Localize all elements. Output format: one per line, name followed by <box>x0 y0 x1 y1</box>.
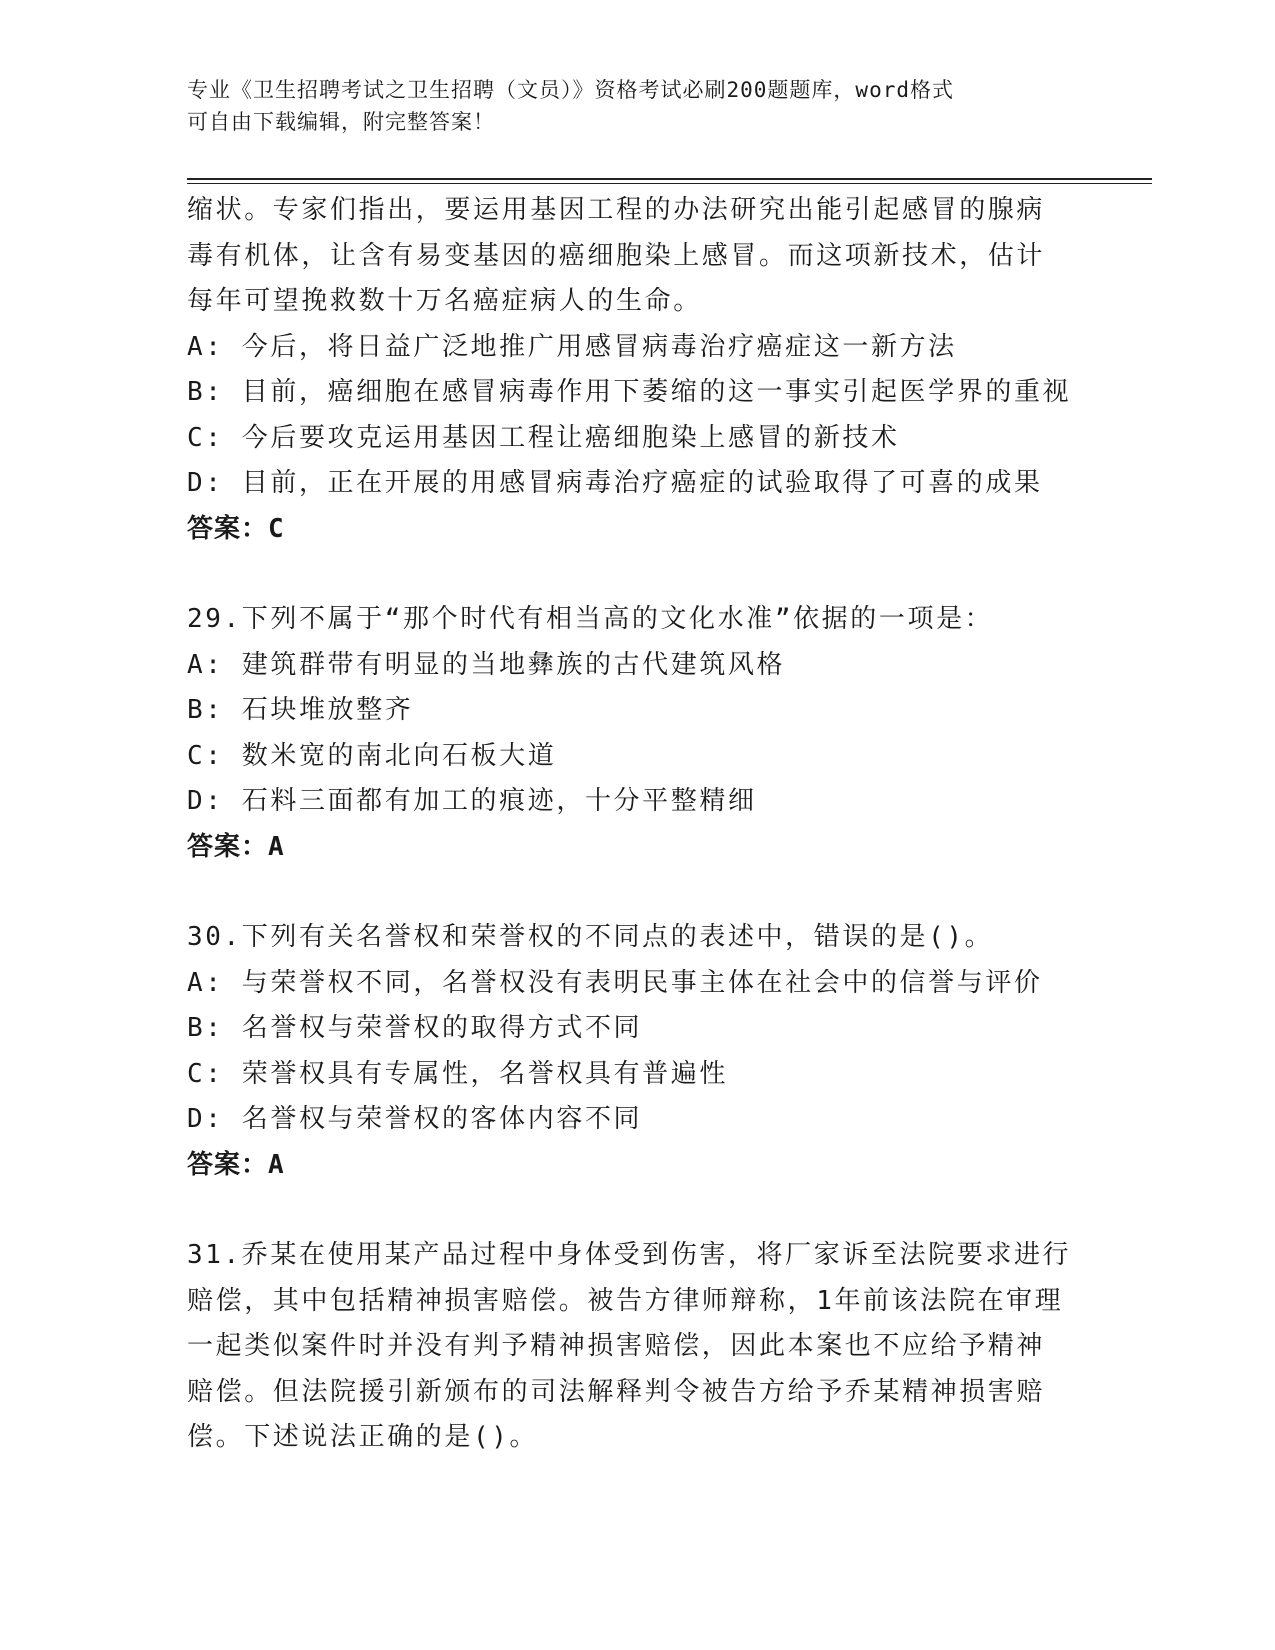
option-a: A: 今后，将日益广泛地推广用感冒病毒治疗癌症这一新方法 <box>187 331 957 362</box>
question-stem-line: 31.乔某在使用某产品过程中身体受到伤害，将厂家诉至法院要求进行 <box>187 1240 1072 1270</box>
question-29 <box>187 597 1087 870</box>
document-header <box>187 74 1067 138</box>
header-divider-thin <box>187 183 1152 184</box>
document-body <box>187 188 1087 1461</box>
header-divider-thick <box>187 178 1152 180</box>
question-stem-line: 30.下列有关名誉权和荣誉权的不同点的表述中，错误的是()。 <box>187 922 994 952</box>
header-line-2: 可自由下载编辑，附完整答案！ <box>187 110 495 134</box>
question-30 <box>187 915 1087 1188</box>
question-stem-line: 偿。下述说法正确的是()。 <box>187 1422 539 1452</box>
option-b: B: 名誉权与荣誉权的取得方式不同 <box>187 1013 643 1043</box>
question-stem-line: 赔偿。但法院援引新颁布的司法解释判令被告方给予乔某精神损害赔 <box>187 1376 1046 1407</box>
option-a: A: 与荣誉权不同，名誉权没有表明民事主体在社会中的信誉与评价 <box>187 967 1043 998</box>
option-d: D: 名誉权与荣誉权的客体内容不同 <box>187 1104 643 1134</box>
answer-label: 答案：C <box>187 513 285 544</box>
question-stem-line: 每年可望挽救数十万名癌症病人的生命。 <box>187 286 702 316</box>
option-d: D: 目前，正在开展的用感冒病毒治疗癌症的试验取得了可喜的成果 <box>187 468 1043 498</box>
option-b: B: 目前，癌细胞在感冒病毒作用下萎缩的这一事实引起医学界的重视 <box>187 377 1072 407</box>
question-stem-line: 一起类似案件时并没有判予精神损害赔偿，因此本案也不应给予精神 <box>187 1331 1046 1361</box>
option-a: A: 建筑群带有明显的当地彝族的古代建筑风格 <box>187 649 786 680</box>
option-c: C: 数米宽的南北向石板大道 <box>187 740 557 771</box>
question-stem-line: 赔偿，其中包括精神损害赔偿。被告方律师辩称，1年前该法院在审理 <box>187 1285 1064 1316</box>
question-stem-line: 缩状。专家们指出，要运用基因工程的办法研究出能引起感冒的腺病 <box>187 195 1046 225</box>
question-stem-line: 29.下列不属于“那个时代有相当高的文化水准”依据的一项是： <box>187 604 994 634</box>
option-b: B: 石块堆放整齐 <box>187 695 414 725</box>
question-stem-line: 毒有机体，让含有易变基因的癌细胞染上感冒。而这项新技术，估计 <box>187 240 1046 271</box>
answer-label: 答案：A <box>187 1149 285 1180</box>
question-31 <box>187 1233 1087 1461</box>
answer-label: 答案：A <box>187 831 285 862</box>
option-d: D: 石料三面都有加工的痕迹，十分平整精细 <box>187 786 757 816</box>
header-line-1: 专业《卫生招聘考试之卫生招聘（文员）》资格考试必刷200题题库，word格式 <box>187 78 954 102</box>
option-c: C: 荣誉权具有专属性，名誉权具有普遍性 <box>187 1058 728 1089</box>
option-c: C: 今后要攻克运用基因工程让癌细胞染上感冒的新技术 <box>187 422 900 453</box>
question-28 <box>187 188 1087 552</box>
